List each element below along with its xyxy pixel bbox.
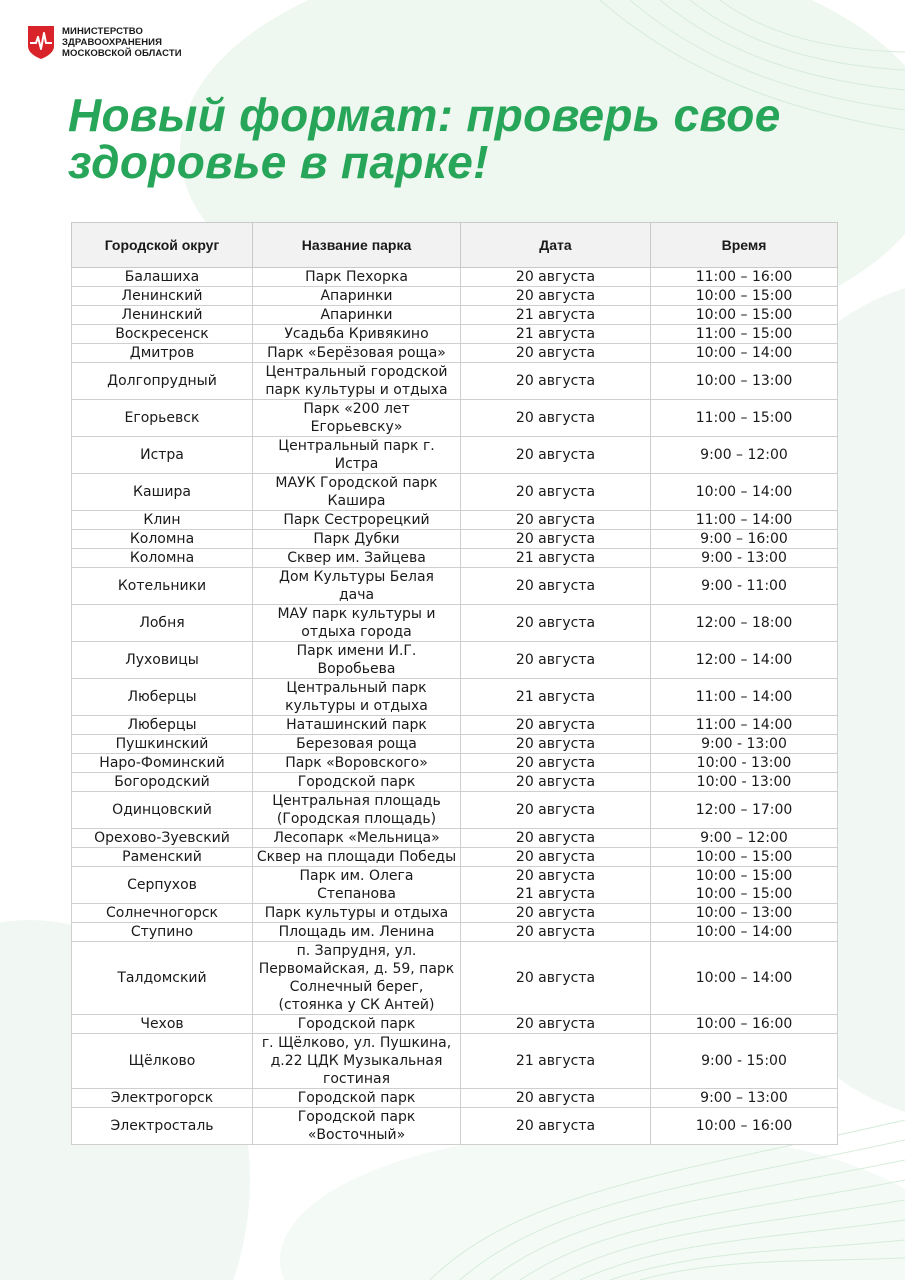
park-cell: Центральный парк г. Истра	[253, 437, 461, 474]
district-cell: Щёлково	[72, 1034, 253, 1089]
date-cell: 20 августа	[461, 754, 651, 773]
district-cell: Люберцы	[72, 716, 253, 735]
header-time: Время	[651, 223, 838, 268]
table-row	[72, 923, 838, 942]
district-cell: Электросталь	[72, 1108, 253, 1145]
time-cell: 9:00 – 12:00	[651, 829, 838, 848]
park-cell: Городской парк «Восточный»	[253, 1108, 461, 1145]
park-cell: г. Щёлково, ул. Пушкина, д.22 ЦДК Музыкальная гостиная	[253, 1034, 461, 1089]
park-cell: Площадь им. Ленина	[253, 923, 461, 942]
table-header-row	[72, 223, 838, 268]
park-cell: Парк «Берёзовая роща»	[253, 344, 461, 363]
table-row	[72, 792, 838, 829]
time-cell: 9:00 - 11:00	[651, 568, 838, 605]
header-district: Городской округ	[72, 223, 253, 268]
park-cell: Апаринки	[253, 306, 461, 325]
park-cell: Центральная площадь (Городская площадь)	[253, 792, 461, 829]
table-row	[72, 1108, 838, 1145]
date-cell: 20 августа	[461, 1015, 651, 1034]
park-cell: Парк «Воровского»	[253, 754, 461, 773]
table-row	[72, 287, 838, 306]
time-cell: 10:00 – 14:00	[651, 344, 838, 363]
district-cell: Люберцы	[72, 679, 253, 716]
table-row	[72, 754, 838, 773]
park-cell: п. Запрудня, ул. Первомайская, д. 59, парк Солнечный берег, (стоянка у СК Антей)	[253, 942, 461, 1015]
page-title: Новый формат: проверь свое здоровье в парке!	[68, 89, 781, 188]
park-cell: Парк Пехорка	[253, 268, 461, 287]
district-cell: Луховицы	[72, 642, 253, 679]
park-cell: Лесопарк «Мельница»	[253, 829, 461, 848]
time-cell: 10:00 – 14:00	[651, 923, 838, 942]
time-cell: 11:00 – 14:00	[651, 679, 838, 716]
date-cell: 20 августа	[461, 400, 651, 437]
table-row	[72, 344, 838, 363]
date-cell: 20 августа	[461, 568, 651, 605]
date-cell: 21 августа	[461, 325, 651, 344]
time-cell: 9:00 – 13:00	[651, 1089, 838, 1108]
district-cell: Клин	[72, 511, 253, 530]
time-cell: 10:00 - 13:00	[651, 773, 838, 792]
date-cell: 20 августа 21 августа	[461, 867, 651, 904]
district-cell: Лобня	[72, 605, 253, 642]
park-cell: Городской парк	[253, 1089, 461, 1108]
header-date: Дата	[461, 223, 651, 268]
park-cell: Центральный городской парк культуры и отдыха	[253, 363, 461, 400]
district-cell: Чехов	[72, 1015, 253, 1034]
park-cell: Городской парк	[253, 1015, 461, 1034]
date-cell: 20 августа	[461, 904, 651, 923]
district-cell: Талдомский	[72, 942, 253, 1015]
district-cell: Богородский	[72, 773, 253, 792]
date-cell: 20 августа	[461, 1089, 651, 1108]
date-cell: 20 августа	[461, 1108, 651, 1145]
park-cell: Березовая роща	[253, 735, 461, 754]
district-cell: Коломна	[72, 530, 253, 549]
time-cell: 10:00 – 13:00	[651, 363, 838, 400]
district-cell: Кашира	[72, 474, 253, 511]
date-cell: 21 августа	[461, 679, 651, 716]
time-cell: 11:00 – 15:00	[651, 325, 838, 344]
moscow-region-shield-icon	[26, 24, 56, 60]
district-cell: Ленинский	[72, 287, 253, 306]
park-cell: Наташинский парк	[253, 716, 461, 735]
district-cell: Ленинский	[72, 306, 253, 325]
time-cell: 9:00 – 16:00	[651, 530, 838, 549]
table-row	[72, 829, 838, 848]
date-cell: 20 августа	[461, 716, 651, 735]
date-cell: 20 августа	[461, 642, 651, 679]
park-cell: Парк Дубки	[253, 530, 461, 549]
table-row	[72, 679, 838, 716]
header-park: Название парка	[253, 223, 461, 268]
table-row	[72, 848, 838, 867]
table-body	[72, 268, 838, 1145]
date-cell: 20 августа	[461, 437, 651, 474]
table-row	[72, 1015, 838, 1034]
district-cell: Котельники	[72, 568, 253, 605]
date-cell: 20 августа	[461, 268, 651, 287]
time-cell: 10:00 – 15:00 10:00 – 15:00	[651, 867, 838, 904]
table-row	[72, 268, 838, 287]
table-row	[72, 568, 838, 605]
table-row	[72, 904, 838, 923]
time-cell: 10:00 - 13:00	[651, 754, 838, 773]
park-cell: Центральный парк культуры и отдыха	[253, 679, 461, 716]
time-cell: 9:00 - 15:00	[651, 1034, 838, 1089]
district-cell: Электрогорск	[72, 1089, 253, 1108]
district-cell: Серпухов	[72, 867, 253, 904]
time-cell: 10:00 – 14:00	[651, 474, 838, 511]
district-cell: Раменский	[72, 848, 253, 867]
district-cell: Солнечногорск	[72, 904, 253, 923]
date-cell: 20 августа	[461, 474, 651, 511]
time-cell: 10:00 – 16:00	[651, 1108, 838, 1145]
date-cell: 20 августа	[461, 287, 651, 306]
table-row	[72, 363, 838, 400]
table-row	[72, 867, 838, 904]
park-cell: Парк Сестрорецкий	[253, 511, 461, 530]
time-cell: 11:00 – 14:00	[651, 511, 838, 530]
date-cell: 20 августа	[461, 773, 651, 792]
park-cell: Усадьба Кривякино	[253, 325, 461, 344]
district-cell: Дмитров	[72, 344, 253, 363]
table-row	[72, 605, 838, 642]
park-cell: МАУ парк культуры и отдыха города	[253, 605, 461, 642]
time-cell: 12:00 – 17:00	[651, 792, 838, 829]
table-row	[72, 511, 838, 530]
date-cell: 20 августа	[461, 942, 651, 1015]
ministry-header	[26, 24, 182, 60]
district-cell: Егорьевск	[72, 400, 253, 437]
time-cell: 9:00 - 13:00	[651, 549, 838, 568]
table-row	[72, 400, 838, 437]
park-cell: Сквер на площади Победы	[253, 848, 461, 867]
table-row	[72, 716, 838, 735]
date-cell: 20 августа	[461, 848, 651, 867]
park-cell: Городской парк	[253, 773, 461, 792]
time-cell: 10:00 – 15:00	[651, 287, 838, 306]
date-cell: 21 августа	[461, 1034, 651, 1089]
time-cell: 12:00 – 14:00	[651, 642, 838, 679]
date-cell: 21 августа	[461, 549, 651, 568]
date-cell: 20 августа	[461, 530, 651, 549]
date-cell: 20 августа	[461, 605, 651, 642]
table-row	[72, 474, 838, 511]
park-cell: Парк имени И.Г. Воробьева	[253, 642, 461, 679]
table-row	[72, 773, 838, 792]
table-row	[72, 549, 838, 568]
date-cell: 20 августа	[461, 511, 651, 530]
table-row	[72, 942, 838, 1015]
table-row	[72, 530, 838, 549]
date-cell: 20 августа	[461, 344, 651, 363]
park-cell: МАУК Городской парк Кашира	[253, 474, 461, 511]
date-cell: 20 августа	[461, 829, 651, 848]
district-cell: Истра	[72, 437, 253, 474]
time-cell: 10:00 – 14:00	[651, 942, 838, 1015]
table-row	[72, 735, 838, 754]
time-cell: 9:00 - 13:00	[651, 735, 838, 754]
district-cell: Одинцовский	[72, 792, 253, 829]
park-cell: Парк «200 лет Егорьевску»	[253, 400, 461, 437]
park-cell: Сквер им. Зайцева	[253, 549, 461, 568]
date-cell: 20 августа	[461, 363, 651, 400]
table-row	[72, 642, 838, 679]
district-cell: Балашиха	[72, 268, 253, 287]
district-cell: Орехово-Зуевский	[72, 829, 253, 848]
time-cell: 11:00 – 16:00	[651, 268, 838, 287]
date-cell: 20 августа	[461, 923, 651, 942]
table-row	[72, 1089, 838, 1108]
district-cell: Коломна	[72, 549, 253, 568]
park-cell: Дом Культуры Белая дача	[253, 568, 461, 605]
district-cell: Ступино	[72, 923, 253, 942]
park-cell: Апаринки	[253, 287, 461, 306]
time-cell: 11:00 – 14:00	[651, 716, 838, 735]
date-cell: 20 августа	[461, 735, 651, 754]
schedule-table-container	[71, 222, 837, 1145]
time-cell: 10:00 – 15:00	[651, 306, 838, 325]
date-cell: 20 августа	[461, 792, 651, 829]
time-cell: 11:00 – 15:00	[651, 400, 838, 437]
park-cell: Парк им. Олега Степанова	[253, 867, 461, 904]
park-cell: Парк культуры и отдыха	[253, 904, 461, 923]
time-cell: 10:00 – 16:00	[651, 1015, 838, 1034]
table-row	[72, 1034, 838, 1089]
table-row	[72, 437, 838, 474]
table-row	[72, 325, 838, 344]
time-cell: 9:00 – 12:00	[651, 437, 838, 474]
table-row	[72, 306, 838, 325]
time-cell: 12:00 – 18:00	[651, 605, 838, 642]
date-cell: 21 августа	[461, 306, 651, 325]
district-cell: Долгопрудный	[72, 363, 253, 400]
district-cell: Наро-Фоминский	[72, 754, 253, 773]
district-cell: Пушкинский	[72, 735, 253, 754]
schedule-table	[71, 222, 838, 1145]
time-cell: 10:00 – 13:00	[651, 904, 838, 923]
ministry-name: МИНИСТЕРСТВО ЗДРАВООХРАНЕНИЯ МОСКОВСКОЙ ОБЛАСТИ	[62, 25, 182, 59]
district-cell: Воскресенск	[72, 325, 253, 344]
time-cell: 10:00 – 15:00	[651, 848, 838, 867]
